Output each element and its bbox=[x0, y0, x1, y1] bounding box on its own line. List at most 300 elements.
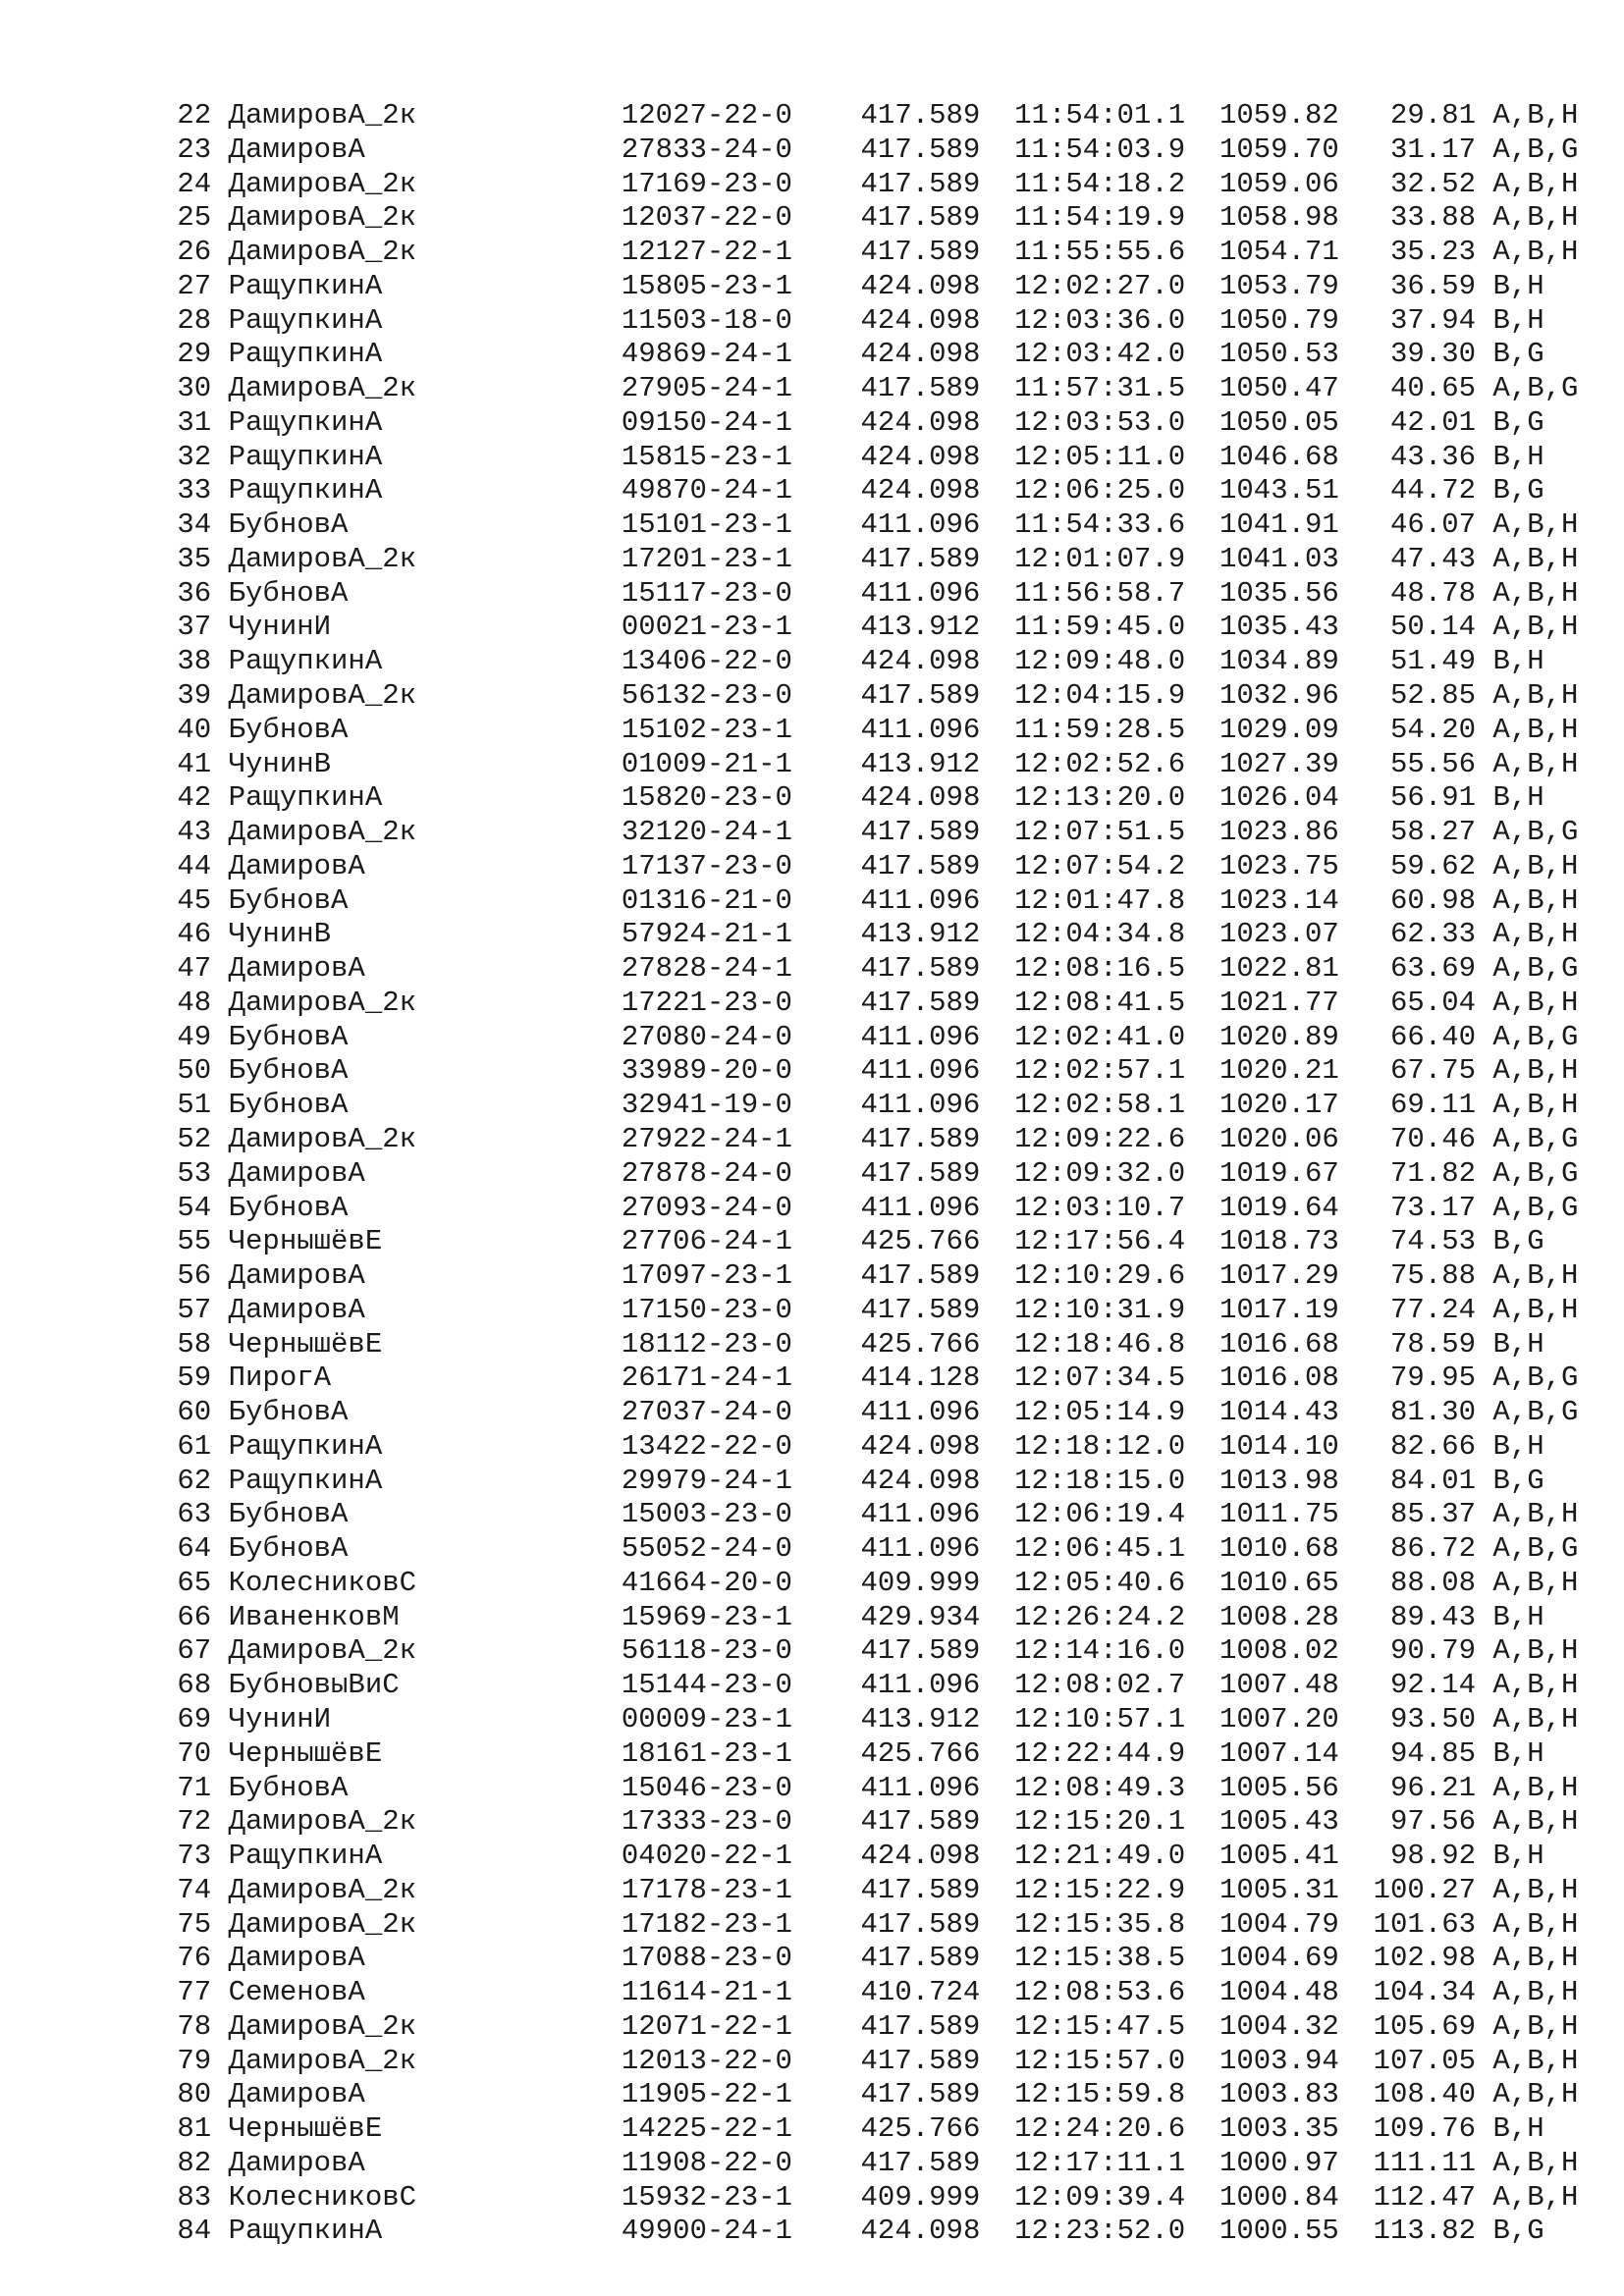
column-gap bbox=[1203, 1259, 1219, 1292]
column-gap bbox=[998, 2181, 1014, 2214]
row-points: 55.56 bbox=[1390, 747, 1477, 780]
row-number: 46 bbox=[177, 918, 212, 951]
column-gap bbox=[604, 2078, 621, 2110]
column-gap bbox=[1203, 2181, 1219, 2214]
row-number: 25 bbox=[177, 201, 212, 235]
row-name: РащупкинА bbox=[228, 1840, 383, 1873]
table-row bbox=[160, 1294, 1578, 1328]
column-gap bbox=[843, 1805, 860, 1838]
row-distance: 411.096 bbox=[860, 1532, 981, 1566]
column-gap bbox=[604, 133, 621, 166]
row-time: 12:02:58.1 bbox=[1014, 1089, 1186, 1122]
row-name: ДамировА_2к bbox=[228, 2009, 417, 2043]
row-distance: 424.098 bbox=[860, 781, 981, 815]
row-id: 01009-21-1 bbox=[621, 747, 792, 780]
column-gap bbox=[1476, 577, 1492, 610]
row-time: 12:21:49.0 bbox=[1014, 1840, 1186, 1873]
row-points: 66.40 bbox=[1390, 1020, 1477, 1053]
table-row bbox=[160, 748, 1578, 782]
column-gap bbox=[998, 781, 1014, 814]
column-gap bbox=[1203, 236, 1219, 268]
table-row bbox=[160, 1021, 1578, 1055]
column-gap bbox=[843, 918, 860, 950]
column-gap bbox=[604, 2147, 621, 2179]
row-distance: 424.098 bbox=[860, 269, 981, 302]
row-points: 48.78 bbox=[1390, 576, 1477, 610]
row-speed: 1041.91 bbox=[1218, 508, 1339, 542]
column-gap bbox=[604, 1362, 621, 1394]
row-distance: 417.589 bbox=[860, 1942, 981, 1975]
column-gap bbox=[1203, 918, 1219, 950]
column-gap bbox=[998, 918, 1014, 950]
column-gap bbox=[1476, 748, 1492, 780]
column-gap bbox=[998, 1021, 1014, 1053]
row-time: 12:24:20.6 bbox=[1014, 2112, 1186, 2146]
row-name: БубновА bbox=[228, 1054, 349, 1088]
column-gap bbox=[1476, 2181, 1492, 2214]
row-number: 56 bbox=[177, 1259, 212, 1293]
row-groups: A,B,H bbox=[1492, 1089, 1579, 1122]
column-gap bbox=[1339, 1634, 1356, 1667]
column-gap bbox=[843, 133, 860, 166]
row-number: 44 bbox=[177, 849, 212, 882]
column-gap bbox=[998, 850, 1014, 882]
row-time: 12:01:07.9 bbox=[1014, 542, 1186, 575]
column-gap bbox=[1339, 1123, 1356, 1155]
table-row bbox=[160, 1259, 1578, 1294]
column-gap bbox=[843, 1908, 860, 1941]
column-gap bbox=[1339, 2215, 1356, 2247]
row-speed: 1000.84 bbox=[1218, 2180, 1339, 2214]
row-points: 40.65 bbox=[1390, 372, 1477, 405]
column-gap bbox=[1203, 338, 1219, 370]
row-time: 12:17:56.4 bbox=[1014, 1225, 1186, 1258]
row-name: ПирогА bbox=[228, 1362, 332, 1395]
column-gap bbox=[843, 1498, 860, 1530]
column-gap bbox=[604, 1601, 621, 1633]
table-row bbox=[160, 577, 1578, 612]
column-gap bbox=[604, 1328, 621, 1361]
column-gap bbox=[998, 2045, 1014, 2077]
row-speed: 1058.98 bbox=[1218, 201, 1339, 235]
row-points: 51.49 bbox=[1390, 645, 1477, 678]
row-points: 71.82 bbox=[1390, 1156, 1477, 1190]
row-number: 54 bbox=[177, 1191, 212, 1224]
column-gap bbox=[998, 1328, 1014, 1361]
row-speed: 1004.69 bbox=[1218, 1942, 1339, 1975]
column-gap bbox=[211, 236, 228, 268]
row-distance: 417.589 bbox=[860, 1805, 981, 1839]
row-time: 12:09:39.4 bbox=[1014, 2180, 1186, 2214]
column-gap bbox=[1476, 1089, 1492, 1121]
row-distance: 417.589 bbox=[860, 1122, 981, 1155]
column-gap bbox=[1476, 1567, 1492, 1599]
row-number: 37 bbox=[177, 611, 212, 644]
column-gap bbox=[604, 1772, 621, 1804]
column-gap bbox=[604, 679, 621, 712]
table-row bbox=[160, 714, 1578, 748]
column-gap bbox=[998, 1840, 1014, 1872]
row-points: 84.01 bbox=[1390, 1464, 1477, 1497]
row-points: 90.79 bbox=[1390, 1634, 1477, 1668]
column-gap bbox=[843, 1976, 860, 2008]
column-gap bbox=[1203, 1054, 1219, 1087]
column-gap bbox=[1339, 1567, 1356, 1599]
column-gap bbox=[1476, 1396, 1492, 1428]
row-speed: 1019.67 bbox=[1218, 1156, 1339, 1190]
table-row bbox=[160, 2112, 1578, 2147]
column-gap bbox=[998, 1157, 1014, 1190]
column-gap bbox=[211, 2045, 228, 2077]
row-points: 111.11 bbox=[1373, 2146, 1477, 2179]
row-speed: 1018.73 bbox=[1218, 1225, 1339, 1258]
column-gap bbox=[843, 2147, 860, 2179]
column-gap bbox=[1339, 1942, 1356, 1974]
column-gap bbox=[1203, 884, 1219, 917]
column-gap bbox=[1339, 1805, 1356, 1838]
row-groups: A,B,H bbox=[1492, 1907, 1579, 1941]
row-id: 14225-22-1 bbox=[621, 2112, 792, 2146]
column-gap bbox=[843, 1942, 860, 1974]
row-groups: A,B,H bbox=[1492, 611, 1579, 644]
row-time: 12:03:53.0 bbox=[1014, 405, 1186, 439]
column-gap bbox=[1339, 2045, 1356, 2077]
column-gap bbox=[211, 2010, 228, 2043]
table-row bbox=[160, 1225, 1578, 1259]
row-speed: 1032.96 bbox=[1218, 679, 1339, 713]
row-time: 12:05:40.6 bbox=[1014, 1566, 1186, 1599]
row-name: БубновА bbox=[228, 1089, 349, 1122]
column-gap bbox=[1339, 679, 1356, 712]
row-number: 41 bbox=[177, 747, 212, 780]
column-gap bbox=[1339, 1294, 1356, 1326]
row-groups: B,H bbox=[1492, 303, 1544, 337]
column-gap bbox=[843, 2078, 860, 2110]
row-time: 12:14:16.0 bbox=[1014, 1634, 1186, 1668]
column-gap bbox=[998, 679, 1014, 712]
row-groups: B,H bbox=[1492, 1429, 1544, 1463]
row-id: 27093-24-0 bbox=[621, 1191, 792, 1224]
row-name: ЧунинВ bbox=[228, 918, 332, 951]
row-name: РащупкинА bbox=[228, 474, 383, 507]
row-points: 85.37 bbox=[1390, 1498, 1477, 1531]
column-gap bbox=[1203, 1942, 1219, 1974]
column-gap bbox=[843, 577, 860, 610]
row-speed: 1023.07 bbox=[1218, 918, 1339, 951]
column-gap bbox=[1476, 372, 1492, 404]
row-points: 46.07 bbox=[1390, 508, 1477, 542]
column-gap bbox=[1476, 850, 1492, 882]
row-points: 100.27 bbox=[1373, 1873, 1477, 1906]
column-gap bbox=[843, 441, 860, 473]
column-gap bbox=[1203, 1669, 1219, 1701]
row-number: 66 bbox=[177, 1600, 212, 1633]
row-number: 81 bbox=[177, 2112, 212, 2146]
row-distance: 411.096 bbox=[860, 576, 981, 610]
column-gap bbox=[1476, 1703, 1492, 1735]
row-id: 49900-24-1 bbox=[621, 2215, 792, 2248]
row-id: 27922-24-1 bbox=[621, 1122, 792, 1155]
column-gap bbox=[1203, 543, 1219, 575]
table-row bbox=[160, 1532, 1578, 1567]
column-gap bbox=[1476, 1942, 1492, 1974]
column-gap bbox=[604, 748, 621, 780]
row-distance: 411.096 bbox=[860, 883, 981, 917]
column-gap bbox=[1203, 168, 1219, 200]
row-name: РащупкинА bbox=[228, 405, 383, 439]
column-gap bbox=[998, 1465, 1014, 1497]
row-number: 74 bbox=[177, 1873, 212, 1906]
row-number: 60 bbox=[177, 1396, 212, 1429]
row-id: 49869-24-1 bbox=[621, 338, 792, 371]
row-points: 102.98 bbox=[1373, 1942, 1477, 1975]
row-distance: 411.096 bbox=[860, 508, 981, 542]
row-distance: 424.098 bbox=[860, 1429, 981, 1463]
row-distance: 417.589 bbox=[860, 133, 981, 166]
row-number: 57 bbox=[177, 1293, 212, 1326]
column-gap bbox=[843, 1396, 860, 1428]
row-name: ЧернышёвЕ bbox=[228, 1736, 383, 1770]
column-gap bbox=[211, 918, 228, 950]
column-gap bbox=[1339, 1703, 1356, 1735]
row-time: 12:02:27.0 bbox=[1014, 269, 1186, 302]
row-time: 12:08:41.5 bbox=[1014, 986, 1186, 1019]
row-speed: 1059.70 bbox=[1218, 133, 1339, 166]
column-gap bbox=[998, 2010, 1014, 2043]
row-points: 67.75 bbox=[1390, 1054, 1477, 1088]
row-speed: 1019.64 bbox=[1218, 1191, 1339, 1224]
row-number: 30 bbox=[177, 372, 212, 405]
row-id: 15144-23-0 bbox=[621, 1669, 792, 1702]
column-gap bbox=[1339, 1021, 1356, 1053]
table-row bbox=[160, 1192, 1578, 1226]
column-gap bbox=[1339, 270, 1356, 302]
column-gap bbox=[843, 1430, 860, 1463]
column-gap bbox=[604, 1908, 621, 1941]
column-gap bbox=[1339, 1328, 1356, 1361]
column-gap bbox=[1476, 1874, 1492, 1906]
row-time: 12:04:15.9 bbox=[1014, 679, 1186, 713]
column-gap bbox=[843, 2112, 860, 2145]
row-time: 12:02:41.0 bbox=[1014, 1020, 1186, 1053]
column-gap bbox=[843, 952, 860, 985]
column-gap bbox=[604, 1634, 621, 1667]
column-gap bbox=[211, 952, 228, 985]
column-gap bbox=[211, 1634, 228, 1667]
row-points: 58.27 bbox=[1390, 816, 1477, 849]
column-gap bbox=[998, 645, 1014, 677]
column-gap bbox=[1476, 611, 1492, 643]
row-speed: 1023.75 bbox=[1218, 849, 1339, 882]
column-gap bbox=[843, 987, 860, 1019]
row-time: 12:08:49.3 bbox=[1014, 1771, 1186, 1804]
row-speed: 1010.68 bbox=[1218, 1532, 1339, 1566]
column-gap bbox=[1203, 1908, 1219, 1941]
column-gap bbox=[1203, 679, 1219, 712]
table-row bbox=[160, 338, 1578, 372]
column-gap bbox=[1476, 1362, 1492, 1394]
column-gap bbox=[604, 645, 621, 677]
row-name: РащупкинА bbox=[228, 338, 383, 371]
column-gap bbox=[1203, 1021, 1219, 1053]
column-gap bbox=[1476, 2078, 1492, 2110]
column-gap bbox=[1476, 714, 1492, 746]
column-gap bbox=[1476, 1157, 1492, 1190]
column-gap bbox=[211, 1192, 228, 1224]
column-gap bbox=[1476, 474, 1492, 507]
column-gap bbox=[211, 1396, 228, 1428]
row-points: 89.43 bbox=[1390, 1600, 1477, 1633]
row-points: 56.91 bbox=[1390, 781, 1477, 815]
table-row bbox=[160, 1669, 1578, 1703]
table-row bbox=[160, 1703, 1578, 1737]
row-speed: 1035.56 bbox=[1218, 576, 1339, 610]
column-gap bbox=[843, 850, 860, 882]
column-gap bbox=[1339, 133, 1356, 166]
column-gap bbox=[604, 338, 621, 370]
column-gap bbox=[998, 1259, 1014, 1292]
column-gap bbox=[211, 1225, 228, 1257]
column-gap bbox=[604, 1805, 621, 1838]
row-name: ЧернышёвЕ bbox=[228, 1225, 383, 1258]
column-gap bbox=[1476, 338, 1492, 370]
column-gap bbox=[843, 1021, 860, 1053]
column-gap bbox=[998, 1703, 1014, 1735]
row-number: 38 bbox=[177, 645, 212, 678]
table-row bbox=[160, 1362, 1578, 1396]
row-number: 31 bbox=[177, 405, 212, 439]
column-gap bbox=[843, 1089, 860, 1121]
row-groups: A,B,H bbox=[1492, 1566, 1579, 1599]
column-gap bbox=[604, 987, 621, 1019]
row-points: 104.34 bbox=[1373, 1976, 1477, 2009]
column-gap bbox=[843, 1362, 860, 1394]
row-id: 27905-24-1 bbox=[621, 372, 792, 405]
row-time: 12:07:54.2 bbox=[1014, 849, 1186, 882]
column-gap bbox=[604, 1430, 621, 1463]
column-gap bbox=[1339, 1908, 1356, 1941]
row-id: 04020-22-1 bbox=[621, 1840, 792, 1873]
row-time: 12:05:14.9 bbox=[1014, 1396, 1186, 1429]
row-speed: 1016.68 bbox=[1218, 1327, 1339, 1361]
row-distance: 417.589 bbox=[860, 1873, 981, 1906]
row-groups: A,B,G bbox=[1492, 952, 1579, 986]
column-gap bbox=[211, 1089, 228, 1121]
column-gap bbox=[1203, 1805, 1219, 1838]
column-gap bbox=[1476, 304, 1492, 337]
row-id: 17097-23-1 bbox=[621, 1259, 792, 1293]
row-distance: 417.589 bbox=[860, 236, 981, 269]
row-number: 40 bbox=[177, 713, 212, 746]
row-speed: 1021.77 bbox=[1218, 986, 1339, 1019]
row-number: 62 bbox=[177, 1464, 212, 1497]
table-row bbox=[160, 987, 1578, 1021]
row-time: 11:56:58.7 bbox=[1014, 576, 1186, 610]
row-distance: 417.589 bbox=[860, 372, 981, 405]
column-gap bbox=[211, 1430, 228, 1463]
row-points: 98.92 bbox=[1390, 1840, 1477, 1873]
column-gap bbox=[211, 1498, 228, 1530]
column-gap bbox=[604, 1840, 621, 1872]
row-time: 12:03:36.0 bbox=[1014, 303, 1186, 337]
row-groups: A,B,G bbox=[1492, 1532, 1579, 1566]
row-speed: 1005.41 bbox=[1218, 1840, 1339, 1873]
row-speed: 1034.89 bbox=[1218, 645, 1339, 678]
row-name: ДамировА bbox=[228, 1942, 365, 1975]
row-groups: A,B,H bbox=[1492, 1976, 1579, 2009]
row-time: 11:59:45.0 bbox=[1014, 611, 1186, 644]
column-gap bbox=[604, 2112, 621, 2145]
column-gap bbox=[1339, 1430, 1356, 1463]
row-speed: 1000.55 bbox=[1218, 2215, 1339, 2248]
row-distance: 409.999 bbox=[860, 2180, 981, 2214]
column-gap bbox=[604, 611, 621, 643]
table-row bbox=[160, 1396, 1578, 1430]
row-distance: 417.589 bbox=[860, 1634, 981, 1668]
row-id: 27037-24-0 bbox=[621, 1396, 792, 1429]
column-gap bbox=[1203, 748, 1219, 780]
column-gap bbox=[1339, 1840, 1356, 1872]
table-row bbox=[160, 1942, 1578, 1976]
row-speed: 1026.04 bbox=[1218, 781, 1339, 815]
row-id: 11614-21-1 bbox=[621, 1976, 792, 2009]
row-name: БубновА bbox=[228, 1020, 349, 1053]
row-number: 29 bbox=[177, 338, 212, 371]
row-time: 11:54:03.9 bbox=[1014, 133, 1186, 166]
row-id: 15102-23-1 bbox=[621, 713, 792, 746]
column-gap bbox=[1339, 2147, 1356, 2179]
row-name: КолесниковС bbox=[228, 1566, 417, 1599]
column-gap bbox=[1476, 884, 1492, 917]
column-gap bbox=[1476, 1465, 1492, 1497]
column-gap bbox=[604, 1942, 621, 1974]
row-number: 47 bbox=[177, 952, 212, 986]
row-groups: A,B,H bbox=[1492, 918, 1579, 951]
column-gap bbox=[1339, 952, 1356, 985]
row-groups: A,B,H bbox=[1492, 713, 1579, 746]
column-gap bbox=[998, 406, 1014, 439]
column-gap bbox=[1476, 1601, 1492, 1633]
row-speed: 1041.03 bbox=[1218, 542, 1339, 575]
row-number: 83 bbox=[177, 2180, 212, 2214]
column-gap bbox=[1339, 543, 1356, 575]
column-gap bbox=[1339, 1669, 1356, 1701]
row-points: 70.46 bbox=[1390, 1122, 1477, 1155]
column-gap bbox=[843, 645, 860, 677]
column-gap bbox=[211, 270, 228, 302]
column-gap bbox=[211, 987, 228, 1019]
column-gap bbox=[843, 2215, 860, 2247]
table-row bbox=[160, 2181, 1578, 2216]
column-gap bbox=[211, 1157, 228, 1190]
row-groups: A,B,H bbox=[1492, 542, 1579, 575]
row-distance: 424.098 bbox=[860, 440, 981, 473]
column-gap bbox=[998, 1362, 1014, 1394]
row-id: 56118-23-0 bbox=[621, 1634, 792, 1668]
column-gap bbox=[211, 884, 228, 917]
row-speed: 1020.06 bbox=[1218, 1122, 1339, 1155]
row-number: 22 bbox=[177, 99, 212, 132]
column-gap bbox=[1203, 1737, 1219, 1770]
column-gap bbox=[998, 714, 1014, 746]
table-row bbox=[160, 1328, 1578, 1362]
row-points: 78.59 bbox=[1390, 1327, 1477, 1361]
column-gap bbox=[843, 1465, 860, 1497]
column-gap bbox=[211, 577, 228, 610]
column-gap bbox=[1339, 1259, 1356, 1292]
row-speed: 1043.51 bbox=[1218, 474, 1339, 507]
row-name: БубновА bbox=[228, 576, 349, 610]
